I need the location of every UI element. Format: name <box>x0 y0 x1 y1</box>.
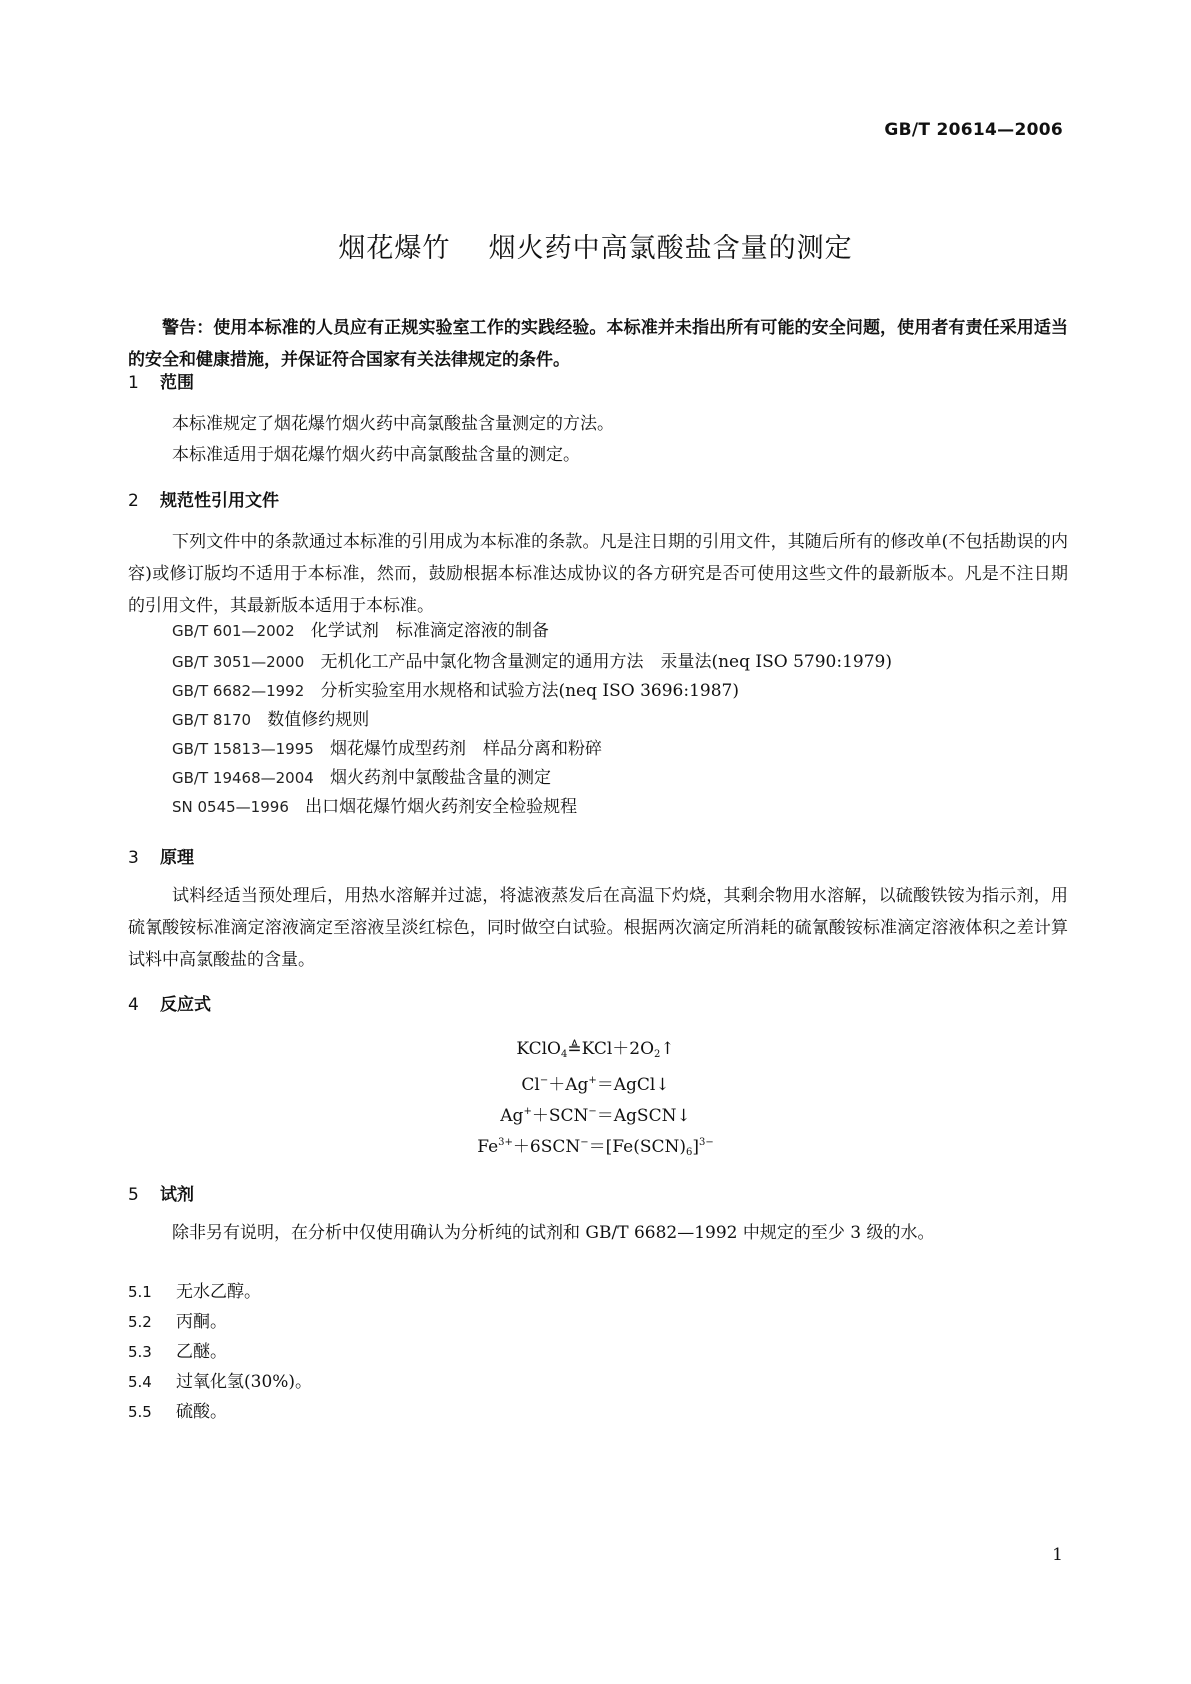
reagent-item <box>128 1367 312 1398</box>
title-part-2: 烟火药中高氯酸盐含量的测定 <box>488 233 853 264</box>
references-intro: 下列文件中的条款通过本标准的引用成为本标准的条款。凡是注日期的引用文件，其随后所有的修改单(不包括勘误的内容)或修订版均不适用于本标准，然而，鼓励根据本标准达成协议的各方研究是否可使用这些文件的最新版本。凡是不注日期的引用文件，其最新版本适用于本标准。 <box>128 532 1068 616</box>
reagent-item <box>128 1397 227 1428</box>
reagent-item <box>128 1277 261 1308</box>
reaction-equation-4: $Fe^{3+}+6SCN^-=[Fe(SCN)_6]^{3-}$ <box>477 1137 714 1158</box>
reference-code: GB/T 15813—1995 <box>172 740 314 758</box>
section-number: 4 <box>128 995 139 1015</box>
section-title: 反应式 <box>160 995 211 1015</box>
section-2-heading <box>128 486 279 511</box>
reaction-equation-1: $KClO_4≜KCl+2O_2↑$ <box>516 1039 675 1060</box>
reference-item <box>172 763 551 794</box>
section-5-heading <box>128 1180 194 1205</box>
reference-title: 烟花爆竹成型药剂 样品分离和粉碎 <box>330 739 603 759</box>
reference-item <box>172 734 602 765</box>
section-title: 规范性引用文件 <box>160 491 279 511</box>
section-title: 范围 <box>160 373 194 393</box>
reagent-text: 无水乙醇。 <box>176 1282 261 1302</box>
section-3-heading <box>128 843 194 868</box>
reference-title: 数值修约规则 <box>267 710 370 730</box>
reagent-number: 5.4 <box>128 1373 152 1391</box>
standard-number: GB/T 20614—2006 <box>884 120 1063 140</box>
scope-paragraph: 本标准规定了烟花爆竹烟火药中高氯酸盐含量测定的方法。 <box>172 414 614 434</box>
reference-item <box>172 616 549 647</box>
reagent-text: 乙醚。 <box>176 1342 227 1362</box>
reference-item <box>172 705 369 736</box>
reference-code: GB/T 19468—2004 <box>172 769 314 787</box>
precipitate-arrow-icon: ↓ <box>655 1075 670 1095</box>
section-4-heading <box>128 990 211 1015</box>
section-number: 3 <box>128 848 139 868</box>
reference-title: 无机化工产品中氯化物含量测定的通用方法 汞量法(neq ISO 5790:1979) <box>320 652 892 672</box>
reference-code: GB/T 6682—1992 <box>172 682 305 700</box>
document-title <box>0 226 1191 265</box>
reference-title: 烟火药剂中氯酸盐含量的测定 <box>330 768 552 788</box>
reagent-text: 硫酸。 <box>176 1402 227 1422</box>
title-part-1: 烟花爆竹 <box>338 233 451 264</box>
warning-notice: 警告：使用本标准的人员应有正规实验室工作的实践经验。本标准并未指出所有可能的安全问题，使用者有责任采用适当的安全和健康措施，并保证符合国家有关法律规定的条件。 <box>128 318 1068 370</box>
section-1-heading <box>128 368 194 393</box>
reagents-intro: 除非另有说明，在分析中仅使用确认为分析纯的试剂和 GB/T 6682—1992 中规定的至少 3 级的水。 <box>172 1223 935 1243</box>
reagent-number: 5.1 <box>128 1283 152 1301</box>
reagent-number: 5.2 <box>128 1313 152 1331</box>
reagent-text: 丙酮。 <box>176 1312 227 1332</box>
reference-code: GB/T 8170 <box>172 711 252 729</box>
reagent-number: 5.3 <box>128 1343 152 1361</box>
reaction-equation-2: Cl−＋Ag+＝AgCl↓ <box>521 1075 670 1095</box>
reference-title: 化学试剂 标准滴定溶液的制备 <box>310 621 549 641</box>
section-title: 原理 <box>160 848 194 868</box>
section-number: 2 <box>128 491 139 511</box>
reference-item <box>172 647 892 678</box>
reagent-number: 5.5 <box>128 1403 152 1421</box>
gas-arrow-icon: ↑ <box>660 1039 675 1059</box>
page-number: 1 <box>1052 1545 1063 1565</box>
reaction-equation-3: Ag+＋SCN−＝AgSCN↓ <box>500 1106 691 1126</box>
section-title: 试剂 <box>160 1185 194 1205</box>
reagent-text: 过氧化氢(30%)。 <box>176 1372 313 1392</box>
reference-item <box>172 676 739 707</box>
reference-title: 出口烟花爆竹烟火药剂安全检验规程 <box>305 797 578 817</box>
reagent-item <box>128 1337 227 1368</box>
section-number: 1 <box>128 373 139 393</box>
reference-code: SN 0545—1996 <box>172 798 289 816</box>
reference-code: GB/T 3051—2000 <box>172 653 305 671</box>
principle-paragraph: 试料经适当预处理后，用热水溶解并过滤，将滤液蒸发后在高温下灼烧，其剩余物用水溶解，以硫酸铁铵为指示剂，用硫氰酸铵标准滴定溶液滴定至溶液呈淡红棕色，同时做空白试验。根据两次滴定所消耗的硫氰酸铵标准滴定溶液体积之差计算试料中高氯酸盐的含量。 <box>128 886 1068 970</box>
section-number: 5 <box>128 1185 139 1205</box>
reagent-item <box>128 1307 227 1338</box>
reference-title: 分析实验室用水规格和试验方法(neq ISO 3696:1987) <box>320 681 739 701</box>
reference-code: GB/T 601—2002 <box>172 622 295 640</box>
reference-item <box>172 792 577 823</box>
scope-paragraph: 本标准适用于烟花爆竹烟火药中高氯酸盐含量的测定。 <box>172 445 580 465</box>
precipitate-arrow-icon: ↓ <box>676 1106 691 1126</box>
